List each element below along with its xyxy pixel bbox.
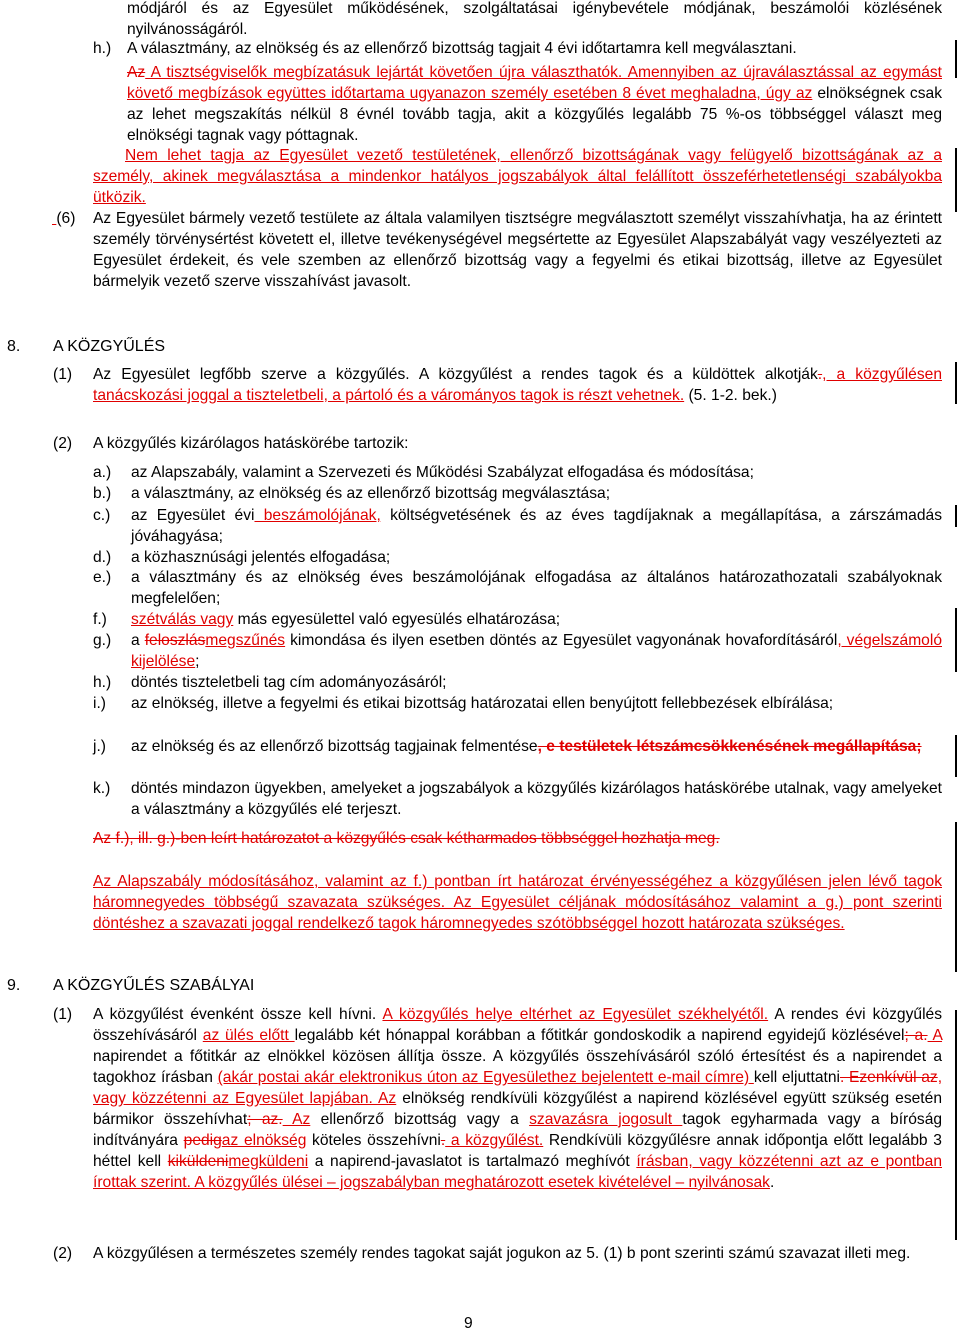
paragraph-text: ellenőrző bizottság vagy a — [310, 1111, 530, 1128]
paragraph-text: A közgyűlés kizárólagos hatáskörébe tartozik: — [93, 435, 409, 452]
list-item-text: a — [131, 632, 145, 649]
change-bar — [955, 148, 957, 212]
section-9-number: 9. — [7, 977, 21, 994]
list-item-text: a választmány és az elnökség éves beszámolójának elfogadása az általános határozathozatali szabályoknak megfelelően; — [131, 569, 942, 607]
inserted-text: a közgyűlést. — [445, 1132, 544, 1149]
paragraph-text: elnökség rendkívüli közgyűlést a napirend közlésével együtt szükség esetén bármikor összehívhat — [93, 1090, 942, 1128]
inserted-text: , végelszámoló kijelölése — [131, 632, 942, 670]
list-item — [131, 778, 942, 820]
list-item-text: ; — [195, 653, 200, 670]
change-bar — [955, 40, 957, 78]
list-item-text: az elnökség, illetve a fegyelmi és etikai bizottság határozatai ellen benyújtott fellebbezések elbírálása; — [131, 695, 834, 712]
deleted-text: . Ezenkívül az — [839, 1069, 938, 1086]
list-marker: a.) — [93, 464, 112, 481]
list-item-text: döntés tiszteletbeli tag cím adományozásáról; — [131, 674, 447, 691]
paragraph-text: . — [769, 1174, 775, 1191]
section-8-number: 8. — [7, 338, 21, 355]
reelection-paragraph — [127, 62, 942, 146]
inserted-text: megszűnés — [205, 632, 286, 649]
inserted-text: Az Alapszabály módosításához, valamint az f.) pontban írt határozat érvényességéhez a közgyűlésen jelen lévő tagok háromnegyedes többségű szavazata szükséges. Az Egyesület céljának módosításához valamint a g.) pont szerinti döntéshez a szavazati joggal rendelkező tagok háromnegyedes szótöbbséggel hozott határozata szükséges. — [93, 873, 942, 932]
change-bar — [955, 362, 957, 404]
list-item — [131, 609, 942, 630]
inserted-text: szavazásra jogosult — [529, 1111, 683, 1128]
list-item-text: kimondása és ilyen esetben döntés az Egyesület vagyonának hovafordításáról — [285, 632, 838, 649]
inserted-text: az ülés előtt — [202, 1027, 295, 1044]
inserted-text: A — [927, 1027, 943, 1044]
inserted-text: beszámolójának, — [254, 507, 381, 524]
paragraph-marker: (2) — [53, 1245, 73, 1262]
paragraph-marker: (1) — [53, 366, 73, 383]
item-marker: h.) — [93, 40, 112, 57]
list-item-text: más egyesülettel való egyesülés elhatározása; — [233, 611, 561, 628]
item-h-text — [127, 38, 942, 59]
list-item — [131, 483, 942, 504]
inserted-text: az elnökség — [221, 1132, 307, 1149]
change-bar — [955, 735, 957, 777]
deleted-text: Az — [127, 64, 146, 81]
paragraph-text: A közgyűlésen a természetes személy rendes tagokat saját jogukon az 5. (1) b pont szerinti számú szavazat illeti meg. — [93, 1245, 911, 1262]
inserted-text: írásban, vagy közzétenni azt az e pontban írottak szerint. A közgyűlés ülései – jogszabályban meghatározott esetek kivételével – nyilvánosak — [93, 1153, 942, 1191]
paragraph-marker — [52, 208, 75, 229]
list-item — [131, 505, 942, 547]
list-item-text: a választmány, az elnökség és az ellenőrző bizottság megválasztása; — [131, 485, 611, 502]
list-marker: e.) — [93, 569, 112, 586]
recall-paragraph — [93, 208, 942, 292]
deleted-text: ; a. — [904, 1027, 928, 1044]
change-bar — [955, 505, 957, 527]
list-marker: g.) — [93, 632, 112, 649]
list-marker: i.) — [93, 695, 106, 712]
paragraph-text: elnökségnek csak az lehet megszakítás nélkül 8 évnél tovább tagja, akit a közgyűlés legalább 75 %-os többséggel választ meg elnökségi tagnak vagy póttagnak. — [127, 85, 942, 144]
paragraph-text: A rendes évi közgyűlés összehívásáról — [93, 1006, 943, 1044]
paragraph-text: kell eljuttatni — [753, 1069, 840, 1086]
inserted-text: Az — [282, 1111, 311, 1128]
list-marker: b.) — [93, 485, 112, 502]
inserted-text: Nem lehet tagja az Egyesület vezető testületének, ellenőrző bizottságának vagy felügyelő bizottságának az a személy, akinek megválasztása a mindenkor hatályos jogszabályok által felállított összeférhetetlenségi szabályokba ütközik. — [93, 147, 942, 206]
recall-text: Az Egyesület bármely vezető testülete az általa valamilyen tisztségre megválasztott személyt visszahívhatja, ha az érintett személy törvénysértést követett el, illetve tevékenységével megsértette az Egyesület Alapszabályát vagy veszélyezteti az Egyesület érdekeit, és vele szemben az ellenőrző bizottság vagy a fegyelmi és etikai bizottság, illetve az Egyesület bármelyik vezető szerve visszahívást javasolt. — [93, 210, 942, 290]
paragraph-text: legalább két hónappal korábban a főtitkár gondoskodik a napirend egyidejű közlésével — [294, 1027, 905, 1044]
list-marker: h.) — [93, 674, 112, 691]
paragraph-text: Az Egyesület legfőbb szerve a közgyűlés. A közgyűlést a rendes tagok és a küldöttek alkotják — [93, 366, 818, 383]
continuation-text: módjáról és az Egyesület működésének, szolgáltatásai igénybevétele módjának, beszámolói közlésének nyilvánosságáról. — [127, 0, 942, 38]
list-item — [131, 672, 942, 693]
paragraph-text: tagok egyharmada vagy a bíróság indítványára — [93, 1111, 943, 1149]
change-bar — [955, 630, 957, 672]
change-bar — [955, 608, 957, 630]
inserted-text: A tisztségviselők megbízatásuk lejártát követően újra választhatók. Amennyiben az újraválasztással az egymást követő megbízások együttes időtartama ugyanazon személy esetében 8 évet meghaladna, úgy az — [127, 64, 942, 102]
change-bar — [955, 822, 957, 972]
change-bar — [955, 1010, 957, 1240]
list-item — [131, 630, 942, 672]
inserted-text: , vagy közzétenni az Egyesület lapjában. Az — [93, 1069, 943, 1107]
paragraph-text: köteles összehívni — [306, 1132, 441, 1149]
paragraph-marker: (2) — [53, 435, 73, 452]
paragraph-text: Rendkívüli közgyűlésre annak időpontja előtt legalább 3 héttel kell — [93, 1132, 942, 1170]
inserted-text: megküldeni — [228, 1153, 309, 1170]
paragraph-text: A közgyűlést évenként össze kell hívni. — [93, 1006, 383, 1023]
list-item-text: a közhasznúsági jelentés elfogadása; — [131, 549, 391, 566]
inserted-text: , a közgyűlésen tanácskozási joggal a tiszteletbeli, a pártoló és a várományos tagok is részt vehetnek. — [93, 366, 942, 404]
competence-intro — [93, 433, 942, 454]
inserted-text: (akár postai akár elektronikus úton az Egyesülethez bejelentett e-mail címre) — [217, 1069, 754, 1086]
list-item — [131, 693, 942, 714]
general-assembly-paragraph — [93, 364, 942, 406]
deleted-text: ; az. — [247, 1111, 283, 1128]
deleted-text: feloszlás — [144, 632, 206, 649]
voting-rights-paragraph — [93, 1243, 942, 1264]
list-item-text: az elnökség és az ellenőrző bizottság tagjainak felmentése — [131, 738, 538, 755]
conflict-paragraph — [93, 145, 942, 208]
amendment-paragraph — [93, 871, 942, 934]
list-item — [131, 736, 942, 757]
section-9-title: A KÖZGYŰLÉS SZABÁLYAI — [53, 977, 255, 994]
list-item-text: az Egyesület évi — [131, 507, 255, 524]
list-item-text: az Alapszabály, valamint a Szervezeti és Működési Szabályzat elfogadása és módosítása; — [131, 464, 754, 481]
list-item — [131, 547, 942, 568]
deleted-text: Az f.), ill. g.)-ben leírt határozatot a közgyűlés csak kétharmados többséggel hozhatja meg. — [93, 830, 720, 847]
list-marker: j.) — [93, 738, 106, 755]
inserted-text: szétválás vagy — [131, 611, 234, 628]
paragraph-marker: (1) — [53, 1006, 73, 1023]
paragraph-text: a napirend-javaslatot is tartalmazó meghívót — [308, 1153, 637, 1170]
marker-label: (6) — [56, 210, 76, 227]
deleted-text: . — [440, 1132, 446, 1149]
reference-text: (5. 1-2. bek.) — [684, 387, 777, 404]
deleted-text: . — [817, 366, 823, 383]
page-number: 9 — [464, 1315, 473, 1332]
list-item-text: költségvetésének és az éves tagdíjaknak a megállapítása, a zárszámadás jóváhagyása; — [131, 507, 942, 545]
list-marker: f.) — [93, 611, 107, 628]
list-marker: k.) — [93, 780, 111, 797]
deleted-paragraph — [93, 828, 942, 849]
list-item — [131, 462, 942, 483]
continuation-paragraph — [127, 0, 942, 40]
inserted-text: A közgyűlés helye eltérhet az Egyesület székhelyétől. — [382, 1006, 769, 1023]
deleted-text: pedig — [183, 1132, 222, 1149]
list-item-text: döntés mindazon ügyekben, amelyeket a jogszabályok a közgyűlés kizárólagos hatáskörébe utalnak, vagy amelyeket a választmány a közgyűlés elé terjeszt. — [131, 780, 942, 818]
list-marker: d.) — [93, 549, 112, 566]
section-8-title: A KÖZGYŰLÉS — [53, 338, 166, 355]
assembly-rules-paragraph — [93, 1004, 942, 1193]
list-marker: c.) — [93, 507, 111, 524]
paragraph-text: napirendet a főtitkár az elnökkel közösen állítja össze. A közgyűlés összehívásáról szóló értesítést és a napirendet a tagokhoz írásban — [93, 1048, 942, 1086]
deleted-text: , e testületek létszámcsökkenésének megállapítása; — [537, 738, 922, 755]
list-item — [131, 567, 942, 609]
deleted-text: kiküldeni — [167, 1153, 229, 1170]
item-h-label: A választmány, az elnökség és az ellenőrző bizottság tagjait 4 évi időtartamra kell megválasztani. — [127, 40, 797, 57]
